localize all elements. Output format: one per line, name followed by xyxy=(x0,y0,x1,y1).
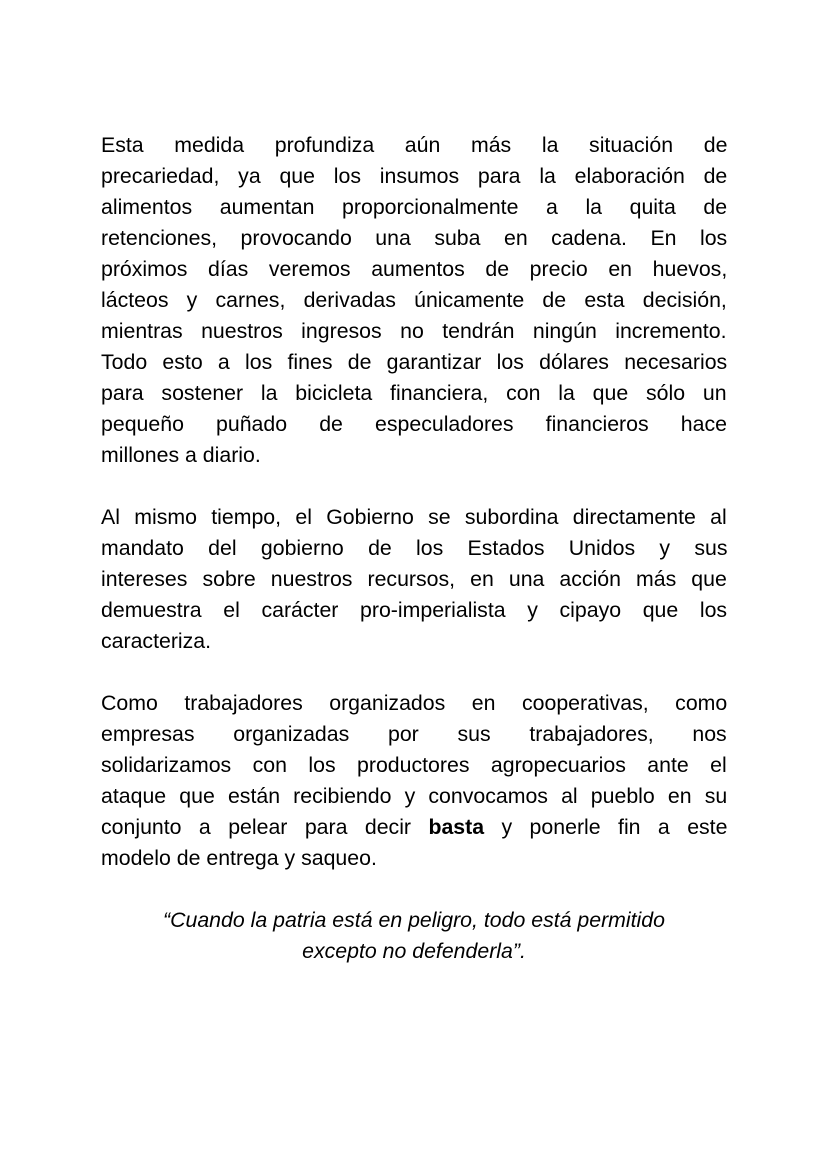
text-line: pequeño puñado de especuladores financieros hace xyxy=(101,412,727,436)
text-line: alimentos aumentan proporcionalmente a la quita de xyxy=(101,195,728,219)
text-line: caracteriza. xyxy=(101,629,212,653)
text-line: solidarizamos con los productores agropecuarios ante el xyxy=(101,753,727,777)
quote-line: “Cuando la patria está en peligro, todo está permitido xyxy=(163,908,665,932)
text-line: empresas organizadas por sus trabajadores, nos xyxy=(101,722,727,746)
text-line: mandato del gobierno de los Estados Unidos y sus xyxy=(101,536,728,560)
text-line: intereses sobre nuestros recursos, en una acción más que xyxy=(101,567,727,591)
paragraph-2 xyxy=(101,502,727,657)
text-line: próximos días veremos aumentos de precio en huevos, xyxy=(101,257,728,281)
text-span: y ponerle fin a este xyxy=(484,815,728,839)
text-line: retenciones, provocando una suba en cadena. En los xyxy=(101,226,728,250)
text-line-with-emphasis xyxy=(101,812,727,843)
text-line: modelo de entrega y saqueo. xyxy=(101,846,377,870)
text-line: Como trabajadores organizados en cooperativas, como xyxy=(101,691,728,715)
text-line: ataque que están recibiendo y convocamos al pueblo en su xyxy=(101,784,728,808)
paragraph-1 xyxy=(101,130,727,471)
text-line: Todo esto a los fines de garantizar los dólares necesarios xyxy=(101,350,728,374)
text-line: millones a diario. xyxy=(101,443,261,467)
quote-line: excepto no defenderla”. xyxy=(302,939,526,963)
paragraph-3 xyxy=(101,688,727,874)
closing-quote xyxy=(101,905,727,967)
document-page xyxy=(101,130,727,967)
text-line: para sostener la bicicleta financiera, con la que sólo un xyxy=(101,381,727,405)
text-line: Al mismo tiempo, el Gobierno se subordina directamente al xyxy=(101,505,727,529)
text-line: mientras nuestros ingresos no tendrán ningún incremento. xyxy=(101,319,727,343)
text-line: demuestra el carácter pro-imperialista y cipayo que los xyxy=(101,598,728,622)
text-line: precariedad, ya que los insumos para la elaboración de xyxy=(101,164,728,188)
text-line: lácteos y carnes, derivadas únicamente de esta decisión, xyxy=(101,288,727,312)
emphasis-basta: basta xyxy=(428,815,485,839)
text-span: conjunto a pelear para decir xyxy=(101,815,429,839)
text-line: Esta medida profundiza aún más la situación de xyxy=(101,133,728,157)
